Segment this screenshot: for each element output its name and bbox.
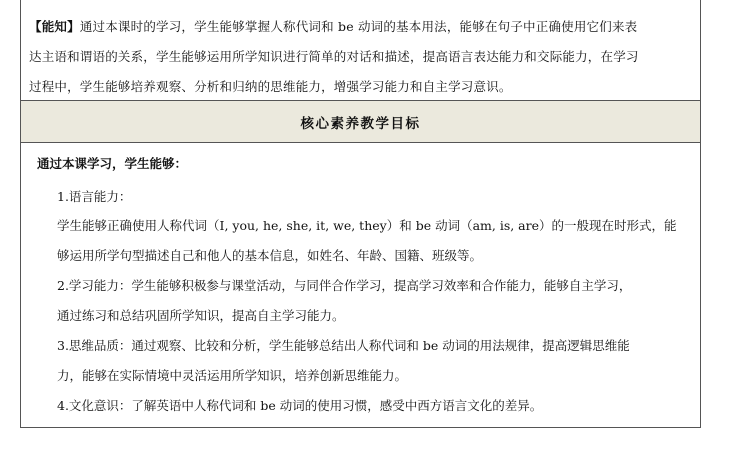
goals-intro: 通过本课学习，学生能够： xyxy=(37,156,188,171)
goals-cell xyxy=(21,143,700,428)
section-title: 核心素养教学目标 xyxy=(300,115,421,132)
ability-line: 过程中，学生能够培养观察、分析和归纳的思维能力，增强学习能力和自主学习意识。 xyxy=(29,79,512,94)
ability-line xyxy=(29,12,692,42)
section-header xyxy=(21,101,700,143)
ability-cell xyxy=(21,0,700,101)
goal-title: 1.语言能力： xyxy=(57,189,132,204)
ability-line: 达主语和谓语的关系，学生能够运用所学知识进行简单的对话和描述，提高语言表达能力和交际能力，在学习 xyxy=(29,49,639,64)
ability-tag: 【能知】 xyxy=(29,19,80,34)
goal-line: 够运用所学句型描述自己和他人的基本信息，如姓名、年龄、国籍、班级等。 xyxy=(57,248,483,263)
goal-paragraph xyxy=(37,211,690,271)
goal-paragraph xyxy=(37,271,690,331)
goal-paragraph xyxy=(37,331,690,391)
ability-text: 通过本课时的学习，学生能够掌握人称代词和 be 动词的基本用法，能够在句子中正确使用它们来表 xyxy=(79,19,638,34)
goal-line: 4.文化意识：了解英语中人称代词和 be 动词的使用习惯，感受中西方语言文化的差异。 xyxy=(57,398,543,413)
goal-line: 力，能够在实际情境中灵活运用所学知识，培养创新思维能力。 xyxy=(57,368,408,383)
goal-line: 3.思维品质：通过观察、比较和分析，学生能够总结出人称代词和 be 动词的用法规律，提高逻辑思维能 xyxy=(57,338,630,353)
goal-line: 学生能够正确使用人称代词（I, you, he, she, it, we, they）和 be 动词（am, is, are）的一般现在时形式，能 xyxy=(57,218,677,233)
goal-line: 通过练习和总结巩固所学知识，提高自主学习能力。 xyxy=(57,308,345,323)
goal-line: 2.学习能力：学生能够积极参与课堂活动，与同伴合作学习，提高学习效率和合作能力，能够自主学习， xyxy=(57,278,632,293)
goal-paragraph xyxy=(37,391,690,421)
objectives-table xyxy=(20,0,701,428)
